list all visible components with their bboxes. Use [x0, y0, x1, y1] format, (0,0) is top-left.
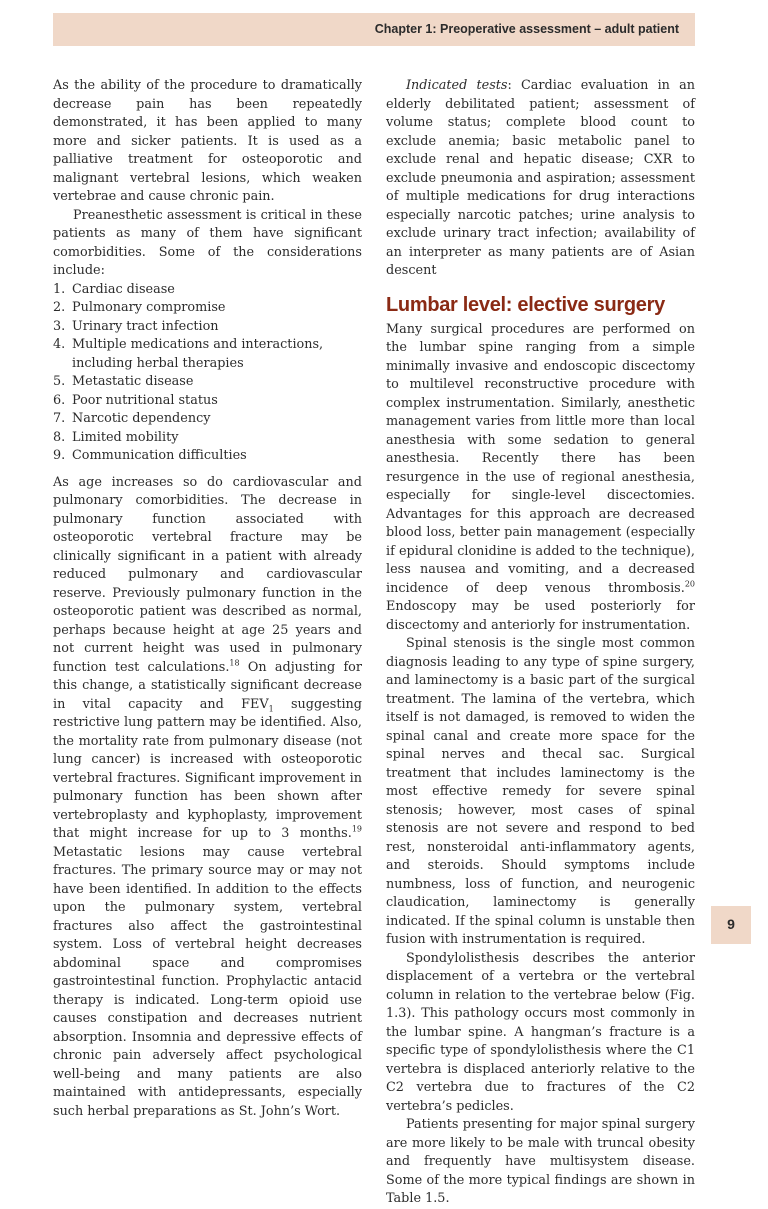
list-item — [53, 447, 362, 466]
list-item-number: 6. — [53, 392, 66, 408]
reference-20: 20 — [684, 579, 695, 589]
paragraph-lumbar-procedures — [386, 321, 695, 636]
list-item — [53, 318, 362, 337]
list-item — [53, 373, 362, 392]
paragraph-intro: As the ability of the procedure to dramatically decrease pain has been repeatedly demonstrated, it has been applied to many more and sicker patients. It is used as a palliative treatment for osteoporotic and malignant vertebral lesions, which weaken vertebrae and cause chronic pain. — [53, 78, 362, 204]
considerations-list — [53, 281, 362, 466]
text-span: suggesting restrictive lung pattern may be identified. Also, the mortality rate from pulmonary disease (not lung cancer) is increased with osteoporotic vertebral fractures. Significant improvement in pulmonary function has been shown after vertebroplasty and kyphoplasty, improvement that might increase for up to 3 months. — [53, 696, 362, 841]
list-item-number: 5. — [53, 374, 66, 389]
list-item-number: 4. — [53, 337, 66, 352]
list-item — [53, 410, 362, 429]
reference-18: 18 — [229, 658, 240, 668]
list-item-text: Urinary tract infection — [72, 318, 219, 334]
paragraph-age-comorbidities — [53, 474, 362, 1122]
indicated-tests-text: : Cardiac evaluation in an elderly debilitated patient; assessment of volume status; complete blood count to exclude anemia; basic metabolic panel to exclude renal and hepatic disease; CXR to exclude pneumonia and aspiration; assessment of multiple medications for drug interactions especially narcotic patches; urine analysis to exclude urinary tract infection; availability of an interpreter as many patients are of Asian descent — [386, 78, 695, 278]
list-item — [53, 429, 362, 448]
paragraph-considerations: Preanesthetic assessment is critical in these patients as many of them have significant comorbidities. Some of the considerations include: — [53, 207, 362, 278]
text-span: Many surgical procedures are performed on the lumbar spine ranging from a simple minimally invasive and endoscopic discectomy to multilevel reconstructive procedure with complex instrumentation. Similarly, anesthetic management varies from little more than local anesthesia with some sedation to general anesthesia. Recently there has been resurgence in the use of regional anesthesia, especially for single-level discectomies. Advantages for this approach are decreased blood loss, better pain management (especially if epidural clonidine is added to the technique), less nausea and vomiting, and a decreased incidence of deep venous thrombosis. — [386, 321, 695, 596]
list-item-text: Limited mobility — [72, 429, 179, 445]
paragraph-spondylolisthesis: Spondylolisthesis describes the anterior displacement of a vertebra or the vertebral column in relation to the vertebrae below (Fig. 1.3). This pathology occurs most commonly in the lumbar spine. A hangman’s fracture is a specific type of spondylolisthesis where the C1 vertebra is displaced anteriorly relative to the C2 vertebra due to fractures of the C2 vertebra’s pedicles. — [386, 950, 695, 1114]
right-column — [386, 77, 695, 1209]
left-column — [53, 77, 362, 1121]
fev-subscript: 1 — [268, 704, 274, 714]
paragraph-patient-profile: Patients presenting for major spinal surgery are more likely to be male with truncal obesity and frequently have multisystem disease. Some of the more typical findings are shown in Table 1.5. — [386, 1117, 695, 1206]
list-item-number: 8. — [53, 429, 66, 445]
list-item-number: 1. — [53, 281, 66, 297]
list-item-text: Multiple medications and interactions, including herbal therapies — [72, 337, 324, 371]
list-item-number: 9. — [53, 448, 66, 463]
paragraph-indicated-tests — [386, 77, 695, 281]
text-span: On adjusting for this change, a statistically significant decrease in vital capacity and FEV — [53, 659, 363, 712]
list-item-text: Cardiac disease — [72, 281, 175, 297]
page-number-tab — [711, 906, 751, 944]
text-span: Metastatic lesions may cause vertebral fractures. The primary source may or may not have been identified. In addition to the effects upon the pulmonary system, vertebral fractures also affect the gastrointestinal system. Loss of vertebral height decreases abdominal space and compromises gastrointestinal function. Prophylactic antacid therapy is indicated. Long-term opioid use causes constipation and decreases nutrient absorption. Insomnia and depressive effects of chronic pain adversely affect psychological well-being and many patients are also maintained with antidepressants, especially such herbal preparations as St. John’s Wort. — [53, 844, 362, 1119]
list-item — [53, 336, 362, 373]
paragraph-spinal-stenosis: Spinal stenosis is the single most common diagnosis leading to any type of spine surgery, and laminectomy is a basic part of the surgical treatment. The lamina of the vertebra, which itself is not damaged, is removed to widen the spinal canal and create more space for the spinal nerves and thecal sac. Surgical treatment that includes laminectomy is the most effective remedy for severe spinal stenosis; however, most cases of spinal stenosis are not severe and respond to bed rest, nonsteroidal anti-inflammatory agents, and steroids. Should symptoms include numbness, loss of function, and neurogenic claudication, laminectomy is generally indicated. If the spinal column is unstable then fusion with instrumentation is required. — [386, 636, 695, 947]
running-head-band — [53, 13, 695, 46]
list-item — [53, 281, 362, 300]
list-item-number: 2. — [53, 300, 66, 315]
list-item-text: Metastatic disease — [72, 374, 194, 389]
list-item-number: 3. — [53, 318, 66, 334]
reference-19: 19 — [351, 824, 362, 834]
list-item-text: Narcotic dependency — [72, 411, 211, 426]
text-span: Endoscopy may be used posteriorly for discectomy and anteriorly for instrumentation. — [386, 599, 695, 633]
section-heading: Lumbar level: elective surgery — [386, 293, 665, 316]
text-span: As age increases so do cardiovascular and pulmonary comorbidities. The decrease in pulmonary function associated with osteoporotic vertebral fracture may be clinically significant in a patient with already reduced pulmonary and cardiovascular reserve. Previously pulmonary function in the osteoporotic patient was described as normal, perhaps because height at age 25 years and not current height was used in pulmonary function test calculations. — [53, 474, 362, 675]
page-number: 9 — [727, 916, 735, 932]
list-item — [53, 299, 362, 318]
list-item-text: Poor nutritional status — [72, 392, 218, 408]
indicated-tests-label: Indicated tests — [406, 78, 508, 93]
running-head: Chapter 1: Preoperative assessment – adult patient — [374, 22, 679, 36]
list-item — [53, 392, 362, 411]
list-item-text: Communication difficulties — [72, 448, 247, 463]
list-item-text: Pulmonary compromise — [72, 300, 226, 315]
list-item-number: 7. — [53, 411, 66, 426]
